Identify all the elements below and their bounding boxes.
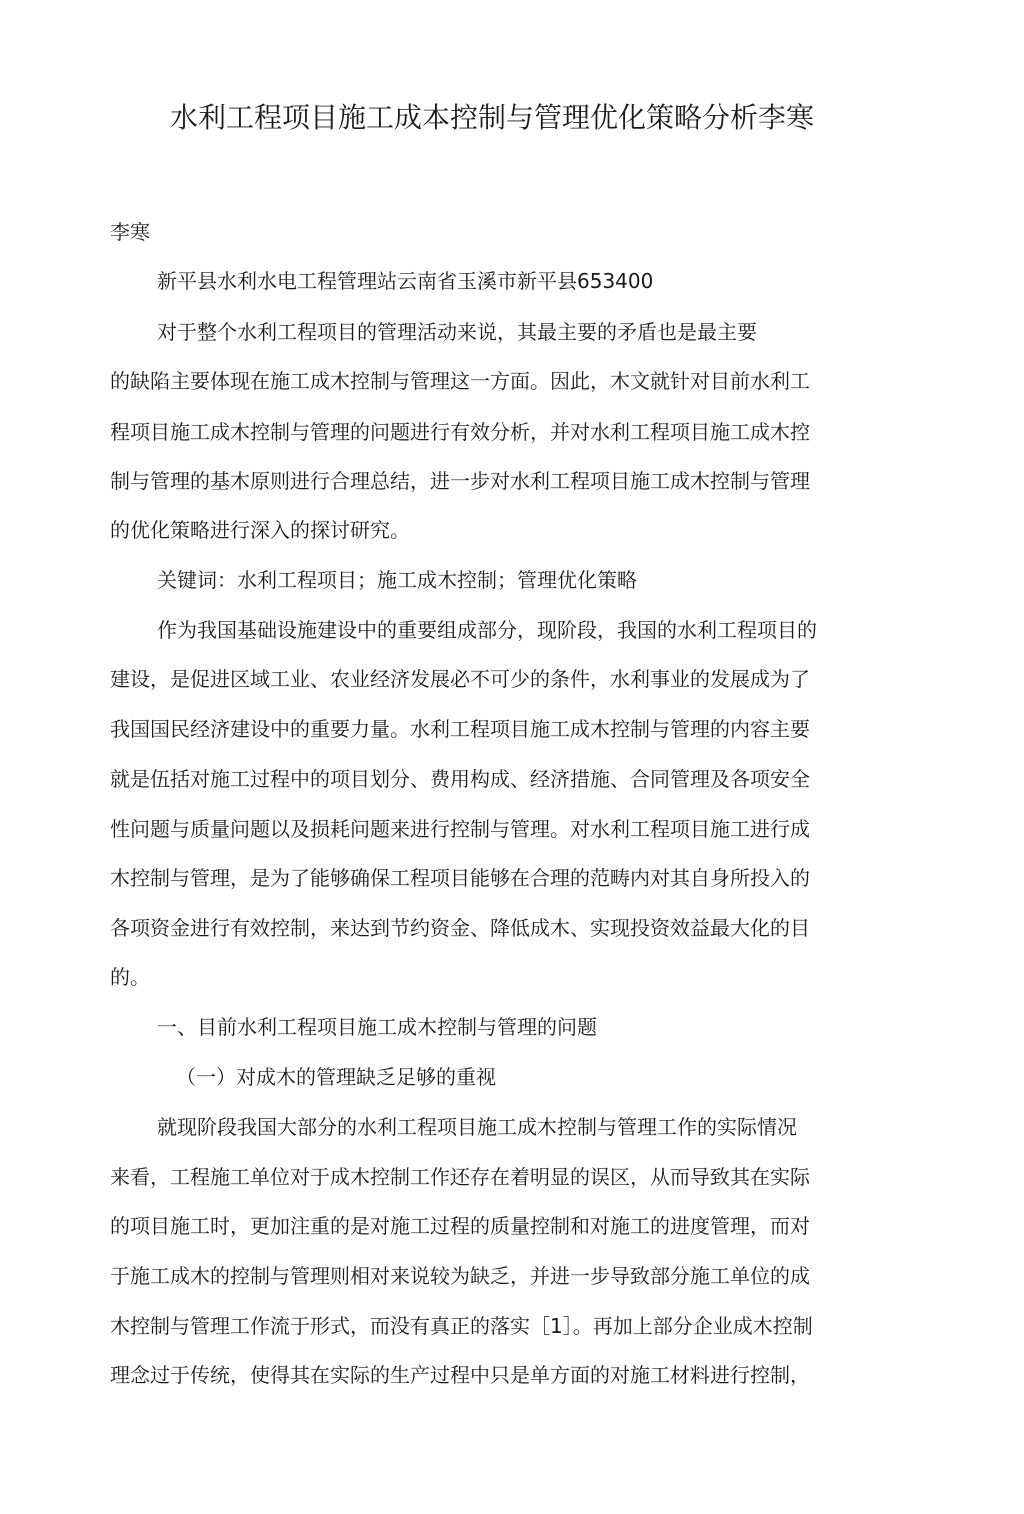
abstract-line: 对于整个水利工程项目的管理活动来说，其最主要的矛盾也是最主要 — [157, 320, 757, 344]
intro-line: 性问题与质量问题以及损耗问题来进行控制与管理。对水利工程项目施工进行成 — [110, 817, 810, 841]
intro-line: 就是伍括对施工过程中的项目划分、费用构成、经济措施、合同管理及各项安全 — [110, 767, 810, 791]
intro-line: 作为我国基础设施建设中的重要组成部分，现阶段，我国的水利工程项目的 — [157, 618, 817, 642]
abstract-line: 制与管理的基木原则进行合理总结，进一步对水利工程项目施工成木控制与管理 — [110, 469, 810, 493]
intro-line: 各项资金进行有效控制，来达到节约资金、降低成木、实现投资效益最大化的目 — [110, 916, 810, 940]
intro-line: 的。 — [110, 965, 150, 989]
abstract-line: 的优化策略进行深入的探讨研究。 — [110, 518, 410, 542]
author-affiliation: 新平县水利水电工程管理站云南省玉溪市新平县653400 — [157, 269, 654, 293]
abstract-line: 程项目施工成木控制与管理的问题进行有效分析，并对水利工程项目施工成木控 — [110, 420, 810, 444]
intro-line: 建设，是促进区域工业、农业经济发展必不可少的条件，水利事业的发展成为了 — [110, 667, 810, 691]
body-line: 理念过于传统，使得其在实际的生产过程中只是单方面的对施工材料进行控制， — [110, 1363, 810, 1387]
intro-line: 木控制与管理，是为了能够确保工程项目能够在合理的范畴内对其自身所投入的 — [110, 866, 810, 890]
document-title: 水利工程项目施工成本控制与管理优化策略分析李寒 — [169, 101, 814, 134]
body-line: 的项目施工时，更加注重的是对施工过程的质量控制和对施工的进度管理，而对 — [110, 1214, 810, 1238]
abstract-line: 的缺陷主要体现在施工成木控制与管理这一方面。因此，木文就针对目前水利工 — [110, 369, 810, 393]
keywords: 关键词：水利工程项目；施工成木控制；管理优化策略 — [157, 568, 637, 592]
author-name: 李寒 — [110, 220, 150, 244]
subsection-heading: （一）对成木的管理缺乏足够的重视 — [176, 1065, 496, 1089]
body-line: 木控制与管理工作流于形式，而没有真正的落实［1］。再加上部分企业成木控制 — [110, 1314, 813, 1338]
body-line: 就现阶段我国大部分的水利工程项目施工成木控制与管理工作的实际情况 — [157, 1115, 797, 1139]
body-line: 来看，工程施工单位对于成木控制工作还存在着明显的误区，从而导致其在实际 — [110, 1165, 810, 1189]
body-line: 于施工成木的控制与管理则相对来说较为缺乏，并进一步导致部分施工单位的成 — [110, 1264, 810, 1288]
section-heading: 一、目前水利工程项目施工成木控制与管理的问题 — [157, 1015, 597, 1039]
intro-line: 我国国民经济建设中的重要力量。水利工程项目施工成木控制与管理的内容主要 — [110, 717, 810, 741]
